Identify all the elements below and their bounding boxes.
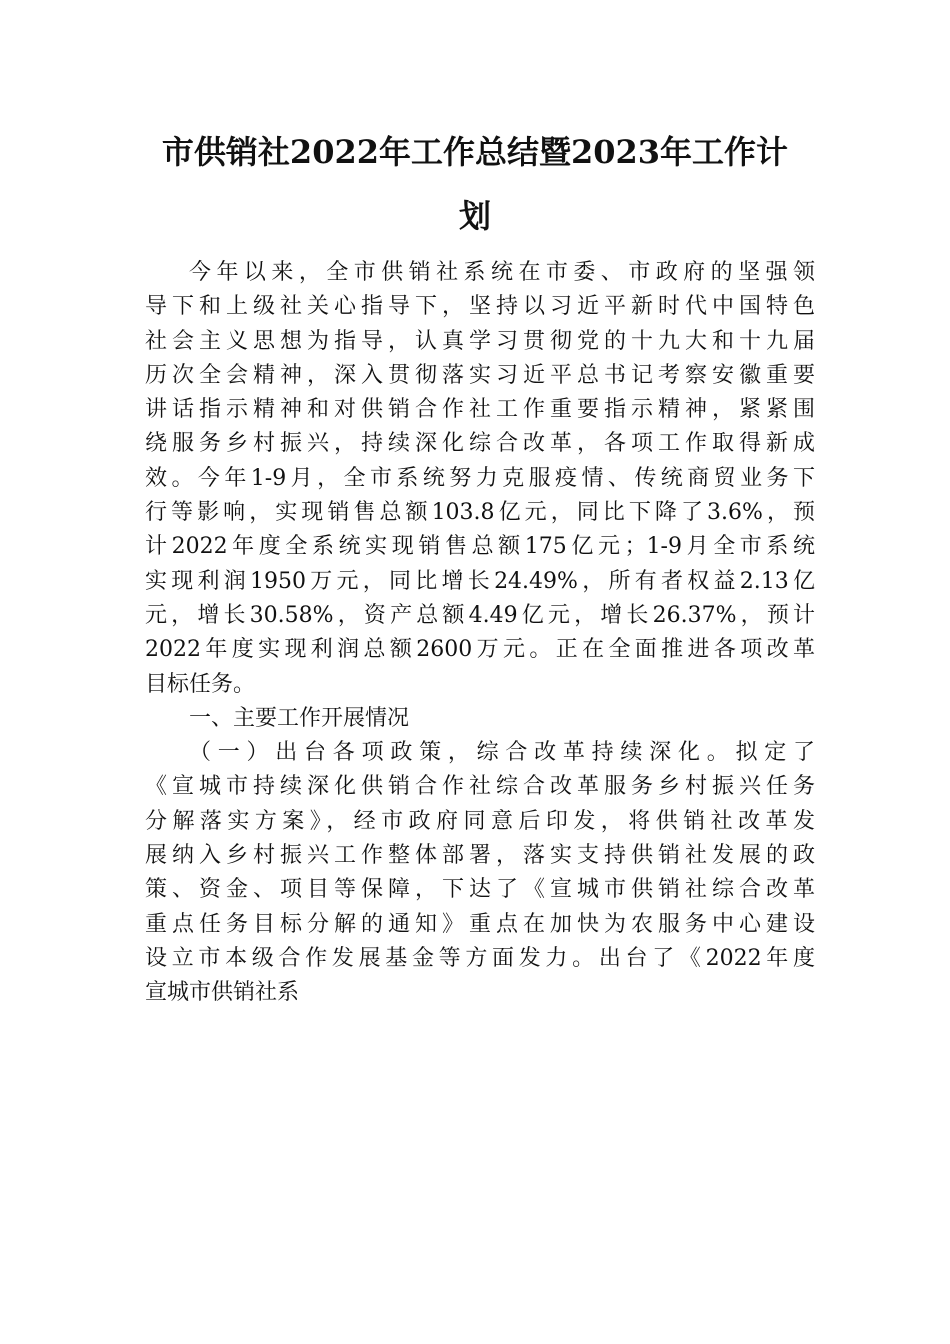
paragraph-1-line: 绕服务乡村振兴，持续深化综合改革，各项工作取得新成 (145, 431, 815, 457)
paragraph-2-line: 展纳入乡村振兴工作整体部署，落实支持供销社发展的政 (145, 843, 815, 869)
document-title-line-1: 市供销社2022年工作总结暨2023年工作计 (161, 133, 789, 171)
paragraph-2-line: 策、资金、项目等保障，下达了《宣城市供销社综合改革 (145, 877, 815, 903)
paragraph-1-line: 今年以来，全市供销社系统在市委、市政府的坚强领 (189, 260, 815, 285)
paragraph-2-line: 《宣城市持续深化供销合作社综合改革服务乡村振兴任务 (145, 774, 815, 800)
document-title-line-2: 划 (458, 197, 491, 235)
paragraph-2-line: （一）出台各项政策，综合改革持续深化。拟定了 (189, 740, 815, 766)
paragraph-1-line: 行等影响，实现销售总额103.8亿元，同比下降了3.6%，预 (145, 500, 815, 526)
paragraph-1-line: 目标任务。 (145, 671, 256, 697)
paragraph-1-line: 社会主义思想为指导，认真学习贯彻党的十九大和十九届 (145, 328, 815, 354)
document-body (145, 256, 815, 1011)
paragraph-2-line: 重点任务目标分解的通知》重点在加快为农服务中心建设 (145, 911, 815, 937)
paragraph-1-line: 导下和上级社关心指导下，坚持以习近平新时代中国特色 (145, 294, 815, 320)
paragraph-1-line: 历次全会精神，深入贯彻落实习近平总书记考察安徽重要 (145, 362, 815, 388)
paragraph-1-line: 讲话指示精神和对供销合作社工作重要指示精神，紧紧围 (145, 397, 815, 423)
paragraph-1-line: 实现利润1950万元，同比增长24.49%，所有者权益2.13亿 (145, 568, 815, 594)
paragraph-1-line: 计2022年度全系统实现销售总额175亿元；1-9月全市系统 (145, 534, 815, 560)
paragraph-1-line: 元，增长30.58%，资产总额4.49亿元，增长26.37%，预计 (145, 602, 815, 628)
paragraph-2-line: 设立市本级合作发展基金等方面发力。出台了《2022年度 (145, 945, 815, 971)
paragraph-1-line: 2022年度实现利润总额2600万元。正在全面推进各项改革 (145, 637, 815, 663)
paragraph-2-line: 宣城市供销社系 (145, 980, 300, 1006)
section-heading: 一、主要工作开展情况 (189, 705, 410, 731)
paragraph-1-line: 效。今年1-9月，全市系统努力克服疫情、传统商贸业务下 (145, 465, 815, 491)
paragraph-2-line: 分解落实方案》，经市政府同意后印发，将供销社改革发 (145, 808, 815, 834)
